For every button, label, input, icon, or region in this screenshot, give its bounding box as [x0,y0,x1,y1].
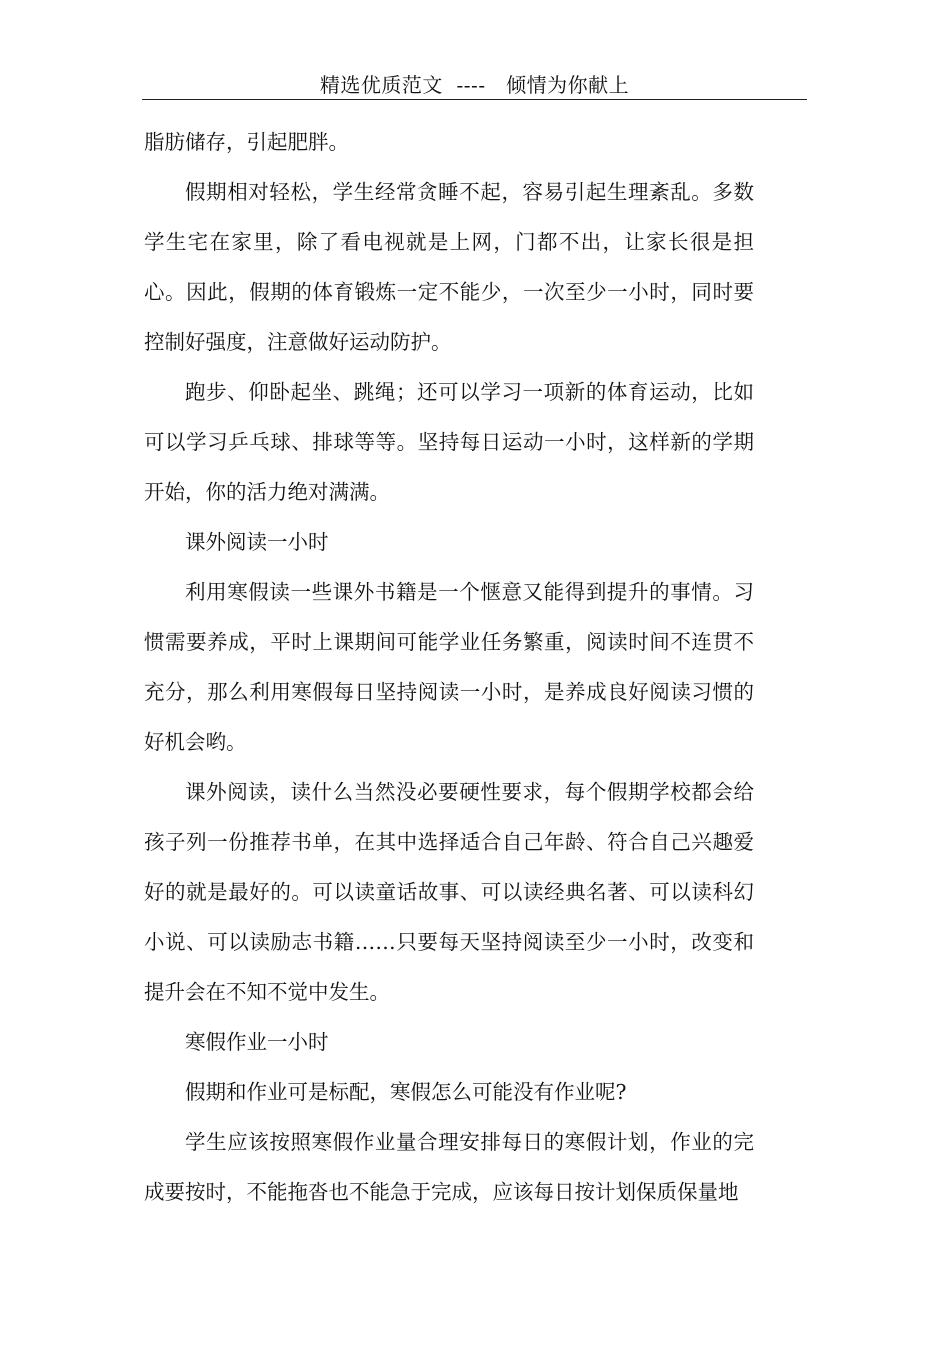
paragraph-8: 假期和作业可是标配，寒假怎么可能没有作业呢? [185,1080,627,1104]
paragraph-9: 学生应该按照寒假作业量合理安排每日的寒假计划，作业的完成要按时，不能拖沓也不能急于完成，应该每日按计划保质保量地 [144,1130,754,1204]
section-heading-reading: 课外阅读一小时 [185,530,329,554]
paragraph-2: 假期相对轻松，学生经常贪睡不起，容易引起生理紊乱。多数学生宅在家里，除了看电视就是上网，门都不出，让家长很是担心。因此，假期的体育锻炼一定不能少，一次至少一小时，同时要控制好强度，注意做好运动防护。 [144,180,754,354]
section-heading-homework: 寒假作业一小时 [185,1030,329,1054]
paragraph-3: 跑步、仰卧起坐、跳绳；还可以学习一项新的体育运动，比如可以学习乒乓球、排球等等。坚持每日运动一小时，这样新的学期开始，你的活力绝对满满。 [144,380,754,504]
paragraph-6: 课外阅读，读什么当然没必要硬性要求，每个假期学校都会给孩子列一份推荐书单，在其中选择适合自己年龄、符合自己兴趣爱好的就是最好的。可以读童话故事、可以读经典名著、可以读科幻小说、可以读励志书籍……只要每天坚持阅读至少一小时，改变和提升会在不知不觉中发生。 [144,780,754,1004]
header-divider [142,99,807,100]
document-body [144,117,754,1217]
paragraph-1: 脂肪储存，引起肥胖。 [144,130,349,154]
page-header: 精选优质范文 ---- 倾情为你献上 [319,73,630,97]
paragraph-5: 利用寒假读一些课外书籍是一个惬意又能得到提升的事情。习惯需要养成，平时上课期间可能学业任务繁重，阅读时间不连贯不充分，那么利用寒假每日坚持阅读一小时，是养成良好阅读习惯的好机会哟。 [144,580,754,754]
